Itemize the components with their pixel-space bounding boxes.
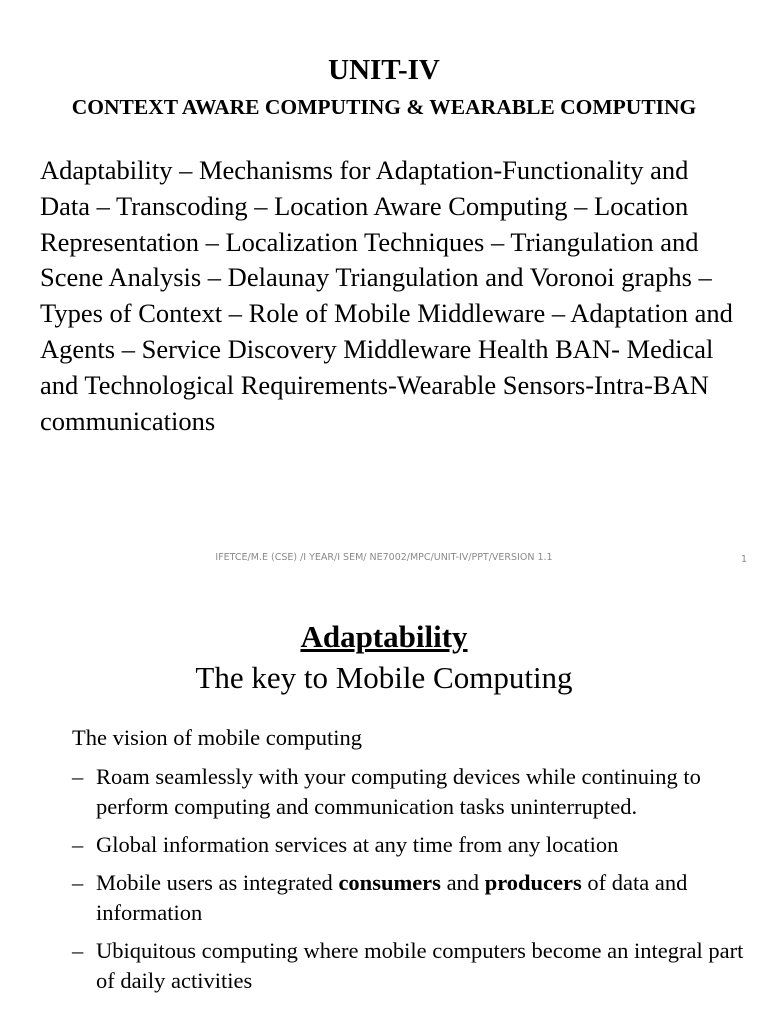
bullet-item [72, 936, 762, 996]
unit-subtitle: CONTEXT AWARE COMPUTING & WEARABLE COMPUTING [71, 95, 697, 119]
slide-2 [0, 576, 768, 1024]
bullet-text: Global information services at any time from any location [96, 832, 619, 857]
slide-title: Adaptability [300, 619, 468, 654]
intro-text: The vision of mobile computing [72, 725, 362, 750]
dash-bullet-icon: – [72, 764, 84, 789]
dash-bullet-icon: – [72, 870, 84, 895]
bullet-item [72, 830, 762, 860]
dash-bullet-icon: – [72, 832, 84, 857]
bullet-item [72, 868, 762, 928]
bullet-list [72, 762, 762, 1004]
bullet-text: Roam seamlessly with your computing devices while continuing to perform computing and communication tasks uninterrupted. [96, 764, 701, 819]
bullet-item [72, 762, 762, 822]
page-number: 1 [740, 554, 748, 565]
syllabus-text: Adaptability – Mechanisms for Adaptation-Functionality and Data – Transcoding – Location Aware Computing – Location Representation – Localization Techniques – Triangulation and Scene Analysis – Delaunay Triangulation and Voronoi graphs – Types of Context – Role of Mobile Middleware – Adaptation and Agents – Service Discovery Middleware Health BAN- Medical and Technological Requirements-Wearable Sensors-Intra-BAN communications [40, 155, 733, 436]
bullet-text-part: Mobile users as integrated [96, 870, 339, 895]
dash-bullet-icon: – [72, 938, 84, 963]
bullet-text-part: and [440, 870, 485, 895]
emphasis-producers: producers [484, 870, 582, 895]
emphasis-consumers: consumers [338, 870, 441, 895]
slide-footer: IFETCE/M.E (CSE) /I YEAR/I SEM/ NE7002/MPC/UNIT-IV/PPT/VERSION 1.1 [215, 552, 553, 563]
bullet-text: Ubiquitous computing where mobile computers become an integral part of daily activities [96, 938, 744, 993]
slide-subtitle: The key to Mobile Computing [195, 660, 573, 695]
unit-title: UNIT-IV [328, 54, 440, 86]
bullet-text-part: of data and information [96, 870, 688, 925]
